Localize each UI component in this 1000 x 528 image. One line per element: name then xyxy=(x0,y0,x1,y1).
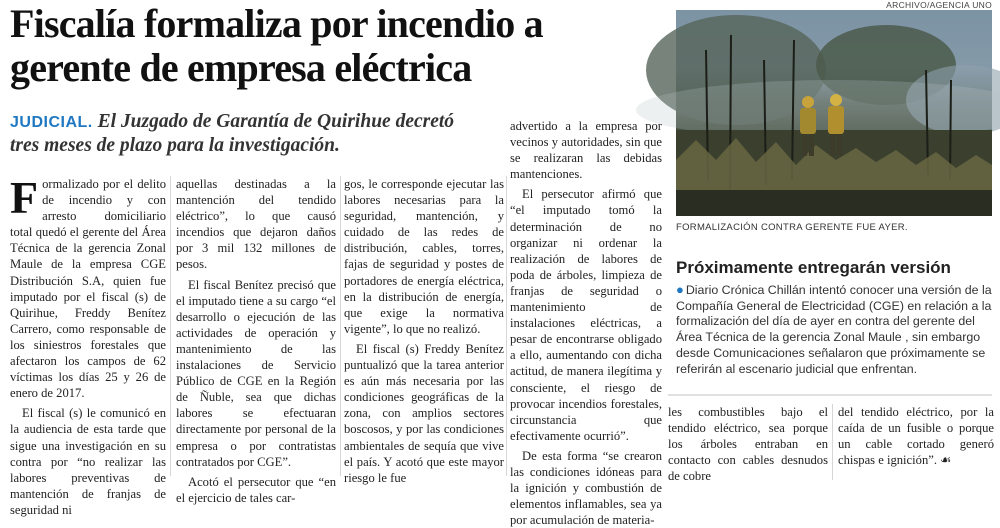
article-column-5 xyxy=(668,404,828,484)
article-column-3 xyxy=(344,176,504,485)
column-divider xyxy=(340,176,341,476)
wildfire-scene-image xyxy=(676,10,992,216)
article-paragraph: gos, le corresponde ejecutar las labores necesarias para la seguridad, mantención, y cuidado de las redes de distribución, cables, torres, fajas de seguridad y postes de portadores de energía eléctrica, en la distribución de energía, que exige la normativa vigente”, lo que no realizó. xyxy=(344,177,504,336)
column-divider xyxy=(170,176,171,476)
article-paragraph: Acotó el persecutor que “en el ejercicio de tales car- xyxy=(176,474,336,505)
sidebar-body xyxy=(676,282,992,377)
article-paragraph: aquellas destinadas a la mantención del tendido eléctrico”, lo que causó incendios que dejaron daños por 3 mil 132 millones de pesos. xyxy=(176,177,336,272)
lead-paragraph xyxy=(10,110,480,157)
paragraph-text: ormalizado por el delito de incendio y con arresto domiciliario total quedó el gerente del Área Técnica de la gerencia Zonal Maule de la empresa CGE Distribución S.A, quien fue imputado por el fiscal (s) de Quirihue, Freddy Benítez Carrero, como responsable de los siniestros forestales que afectaron los campos de 62 víctimas los días 25 y 26 de enero de 2017. xyxy=(10,177,166,401)
sidebar-text: Diario Crónica Chillán intentó conocer una versión de la Compañía General de Electricidad (CGE) en relación a la formalización del día de ayer en contra del gerente del Área Técnica de la gerencia Zonal Maule , sin embargo desde Comunicaciones señalaron que próximamente se referirán al escenario judicial que enfrentan. xyxy=(676,283,992,376)
article-column-6 xyxy=(838,404,994,480)
news-photo xyxy=(676,10,992,216)
article-paragraph: del tendido eléctrico, por la caída de un fusible o porque un cable cortado generó chispas e ignición”. ☙ xyxy=(838,405,994,468)
photo-credit: ARCHIVO/AGENCIA UNO xyxy=(886,0,992,10)
article-paragraph: De esta forma “se crearon las condiciones idóneas para la ignición y combustión de elementos inflamables, sea ya por acumulación de materia- xyxy=(510,448,662,528)
article-paragraph: El persecutor afirmó que “el imputado tomó la determinación de no organizar ni ordenar la realización de labores de poda de árboles, limpieza de franjas de seguridad o mantenimiento de instalaciones eléctricas, a pesar de encontrarse obligado a ello, aumentando con dicha actitud, de manera ilegítima y consciente, el riesgo de provocar incendios forestales, circunstancia que efectivamente ocurrió”. xyxy=(510,187,662,443)
drop-cap: F xyxy=(10,172,39,223)
headline: Fiscalía formaliza por incendio a gerente de empresa eléctrica xyxy=(10,1,543,90)
article-paragraph: El fiscal (s) Freddy Benítez puntualizó que la tarea anterior es aún más necesaria por las condiciones geográficas de la zona, con amplios sectores boscosos, y por las condiciones ambientales de sequía que vive el país. Y acotó que este mayor riesgo le fue xyxy=(344,341,504,485)
column-divider xyxy=(506,176,507,476)
article-paragraph xyxy=(10,172,166,401)
article-paragraph: les combustibles bajo el tendido eléctrico, sea porque los árboles entraban en contacto con cables desnudos de cobre xyxy=(668,405,828,484)
article-column-1 xyxy=(10,172,166,517)
section-kicker: JUDICIAL. xyxy=(10,114,93,131)
section-divider xyxy=(668,394,992,396)
article-column-4 xyxy=(510,118,662,528)
lead-text: El Juzgado de Garantía de Quirihue decretó tres meses de plazo para la investigación. xyxy=(10,111,455,156)
article-paragraph: El fiscal Benítez precisó que el imputado tiene a su cargo “el desarrollo o ejecución de las actividades de operación y mantenimiento de las instalaciones de Servicio Público de CGE en la Región de Ñuble, sea que dichas labores se efectuaran directamente por personal de la empresa o por contratistas contratados por CGE”. xyxy=(176,277,336,469)
article-column-2 xyxy=(176,176,336,505)
column-divider xyxy=(832,404,833,480)
sidebar-title: Próximamente entregarán versión xyxy=(676,258,951,277)
photo-caption: FORMALIZACIÓN CONTRA GERENTE FUE AYER. xyxy=(676,222,908,233)
bullet-icon: ● xyxy=(676,282,684,297)
article-paragraph: advertido a la empresa por vecinos y autoridades, sin que se realizaran las debidas mantenciones. xyxy=(510,119,662,182)
article-paragraph: El fiscal (s) le comunicó en la audiencia de esta tarde que sigue una investigación en su contra por “no realizar las labores preventivas de mantención de franjas de seguridad ni xyxy=(10,406,166,517)
